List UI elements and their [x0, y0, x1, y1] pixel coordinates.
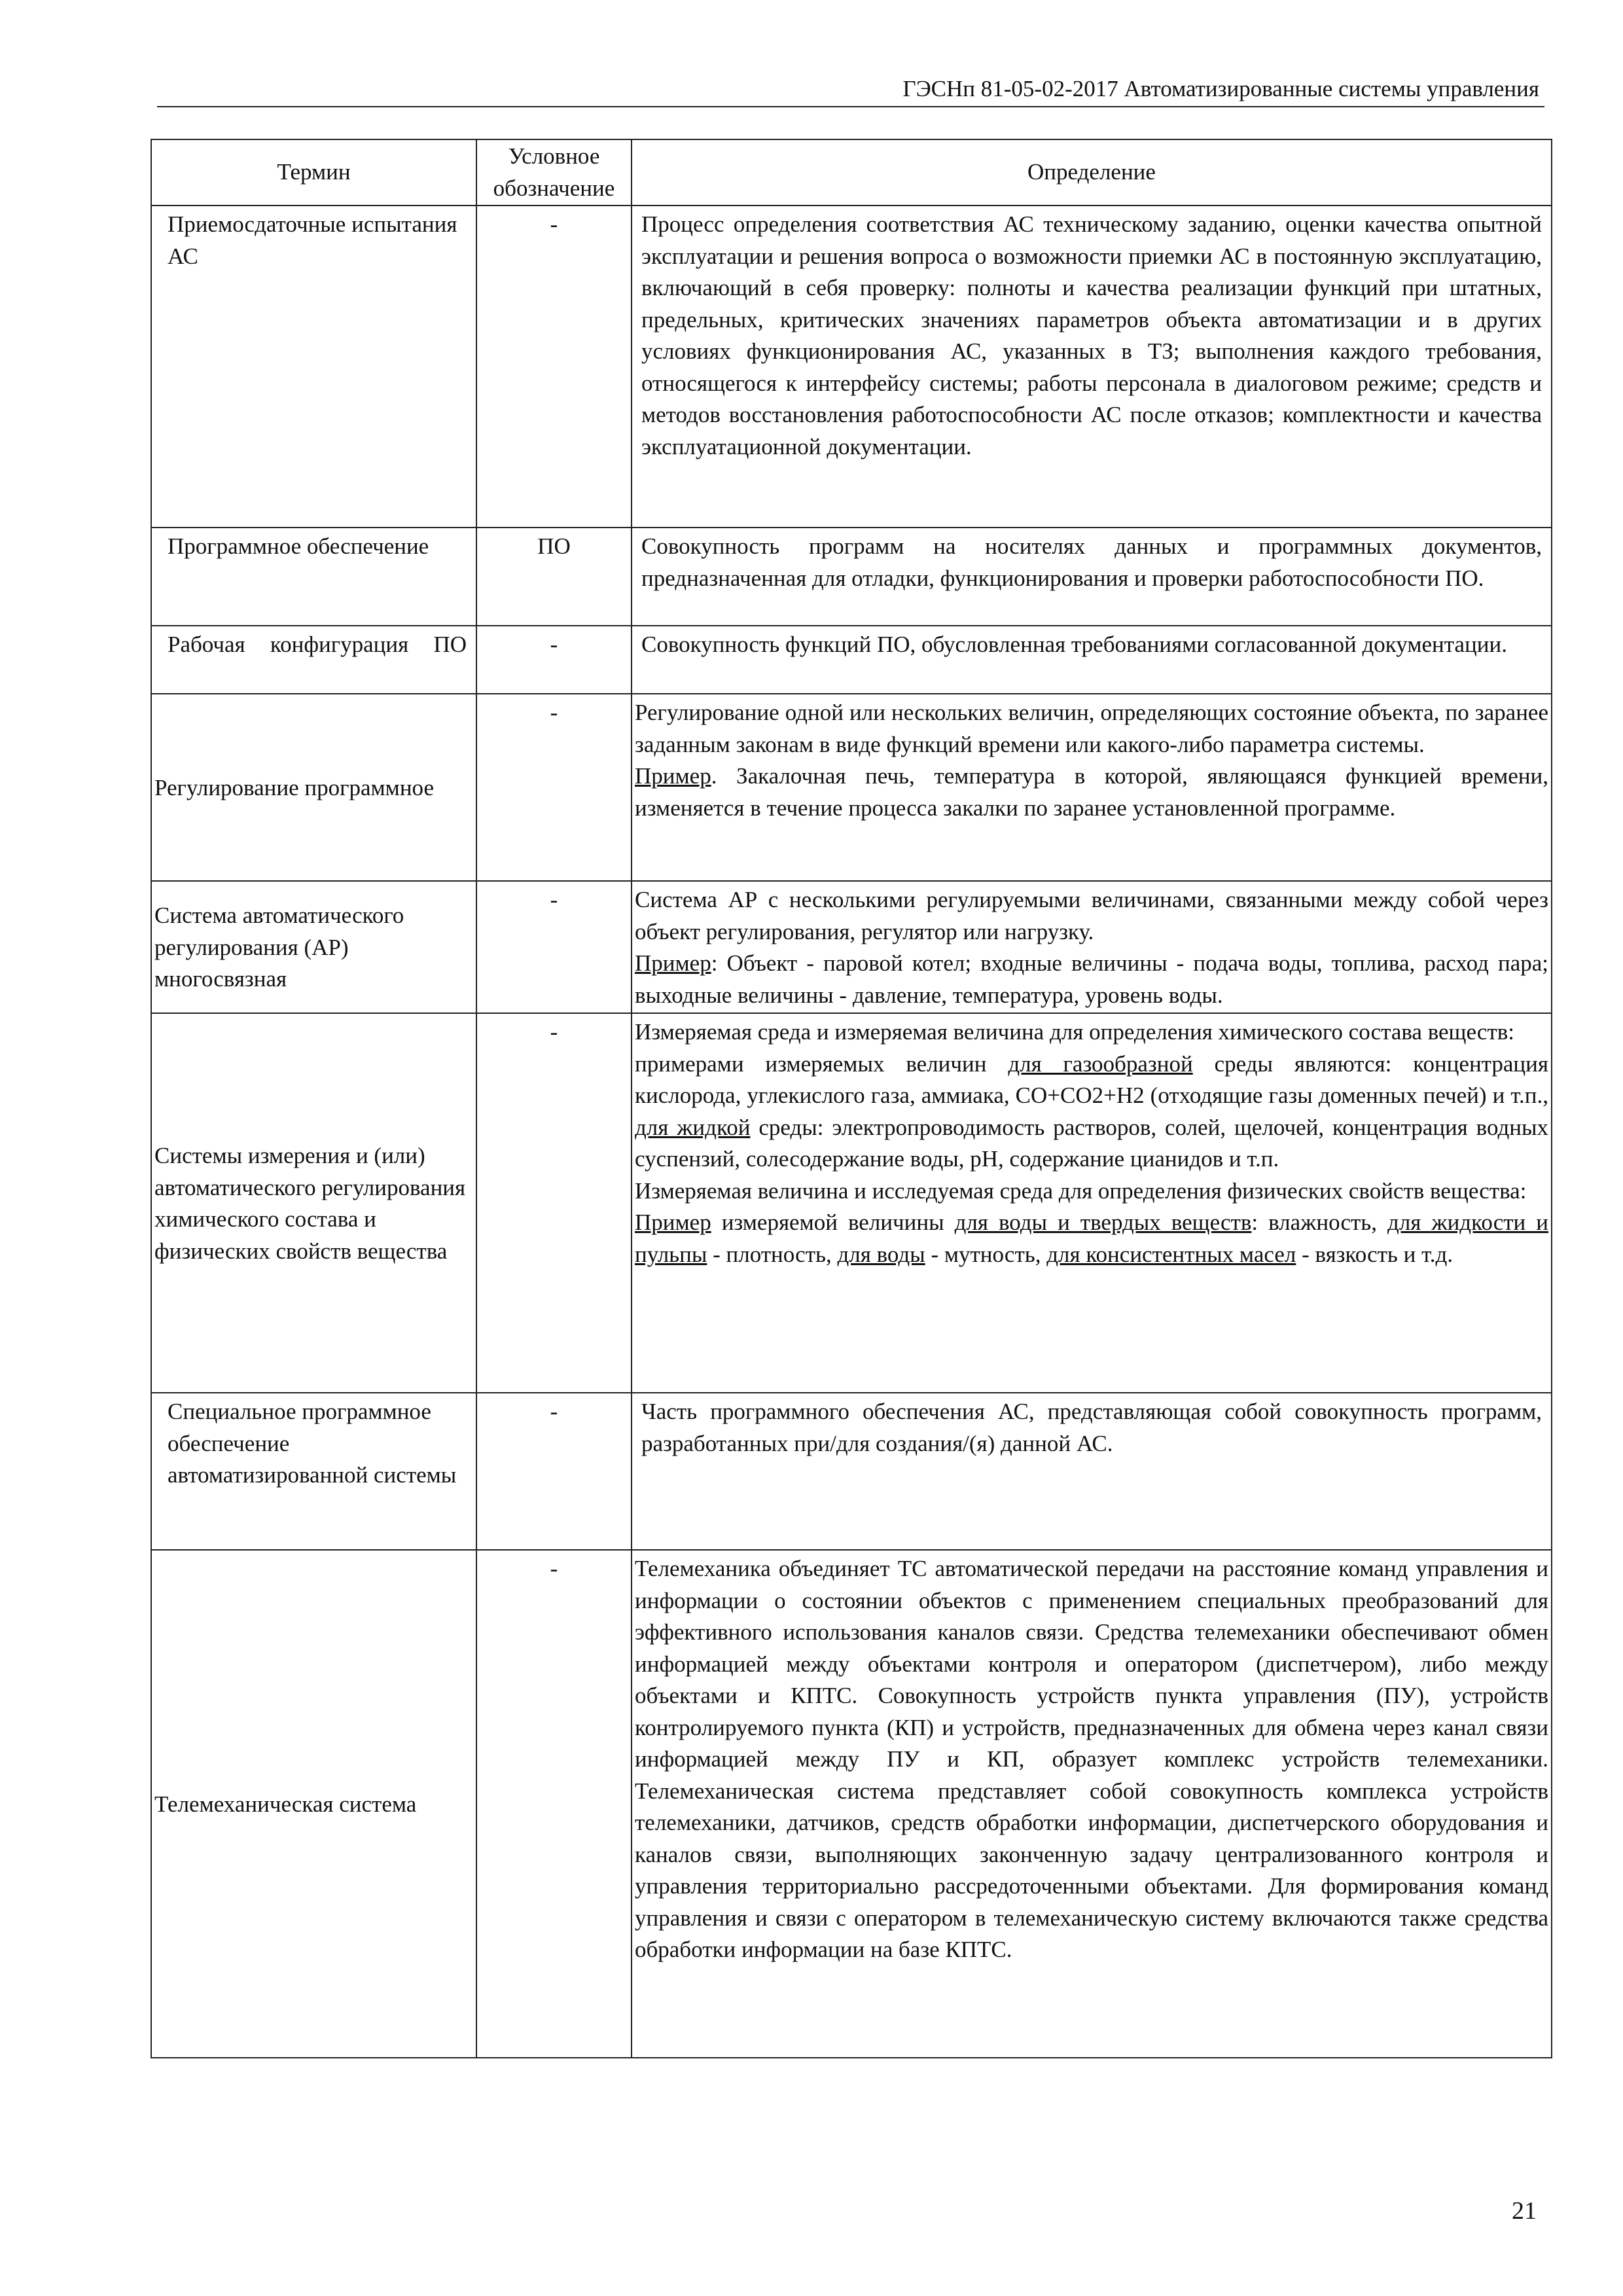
physical-examples: [635, 1207, 1548, 1270]
text-run: измеряемой величины: [711, 1210, 955, 1235]
table-row: [151, 881, 1552, 1013]
underlined-run: для воды и твердых веществ: [954, 1210, 1252, 1235]
definition-cell: Часть программного обеспечения АС, представляющая собой совокупность программ, разработанных при/для создания/(я) данной АС.: [632, 1393, 1552, 1550]
text-run: среды: электропроводимость растворов, солей, щелочей, концентрация водных суспензий, солесодержание воды, pH, содержание цианидов и т.п.: [635, 1114, 1548, 1172]
chemical-intro: Измеряемая среда и измеряемая величина для определения химического состава веществ:: [635, 1019, 1514, 1045]
underlined-run: Пример: [635, 1210, 711, 1235]
example-text: . Закалочная печь, температура в которой, являющаяся функцией времени, изменяется в течение процесса закалки по заранее установленной программе.: [635, 763, 1548, 821]
header-symbol: [476, 139, 632, 206]
table-row: [151, 528, 1552, 626]
header-definition: Определение: [632, 139, 1552, 206]
symbol-cell: ПО: [476, 528, 632, 626]
text-run: среды являются: концентрация кислорода, углекислого газа, аммиака, СО+СО2+Н2 (отходящие газы доменных печей) и т.п.,: [635, 1050, 1548, 1108]
page-number: 21: [1512, 2197, 1537, 2225]
term-cell: Приемосдаточные испытания АС: [151, 206, 476, 528]
term-cell: Программное обеспечение: [151, 528, 476, 626]
term-cell: Регулирование программное: [151, 694, 476, 881]
term-cell: Рабочая конфигурация ПО: [151, 626, 476, 694]
symbol-cell: -: [476, 1013, 632, 1393]
example-text: : Объект - паровой котел; входные величины - подача воды, топлива, расход пара; выходные величины - давление, температура, уровень воды.: [635, 950, 1548, 1008]
example-label: Пример: [635, 950, 711, 976]
definition-cell: [632, 1013, 1552, 1393]
running-header: [157, 73, 1544, 107]
underlined-run: для жидкости и пульпы: [635, 1210, 1548, 1267]
underlined-run: для газообразной: [1008, 1050, 1193, 1077]
symbol-cell: -: [476, 206, 632, 528]
underlined-run: для жидкой: [635, 1114, 751, 1140]
physical-intro: Измеряемая величина и исследуемая среда для определения физических свойств вещества:: [635, 1177, 1527, 1204]
definition-cell: [632, 881, 1552, 1013]
symbol-cell: -: [476, 694, 632, 881]
table-row: [151, 626, 1552, 694]
term-cell: Система автоматического регулирования (АР) многосвязная: [151, 881, 476, 1013]
underlined-run: для воды: [837, 1241, 925, 1267]
header-title: ГЭСНп 81-05-02-2017 Автоматизированные системы управления: [902, 76, 1539, 101]
term-cell: Телемеханическая система: [151, 1550, 476, 2058]
text-run: : влажность,: [1251, 1210, 1388, 1235]
symbol-cell: -: [476, 1550, 632, 2058]
symbol-cell: -: [476, 881, 632, 1013]
table-header-row: [151, 139, 1552, 206]
example-paragraph: [635, 761, 1548, 824]
definition-cell: Телемеханика объединяет ТС автоматической передачи на расстояние команд управления и информации о состоянии объектов с применением специальных преобразований для эффективного использования каналов связи. Средства телемеханики обеспечивают обмен информацией между объектами контроля и оператором (диспетчером), либо между объектами и КПТС. Совокупность устройств пункта управления (ПУ), устройств контролируемого пункта (КП) и устройств, предназначенных для обмена через канал связи информацией между ПУ и КП, образует комплекс устройств телемеханики. Телемеханическая система представляет собой совокупность комплекса устройств телемеханики, датчиков, средств обработки информации, диспетчерского оборудования и каналов связи, выполняющих законченную задачу централизованного контроля и управления территориально рассредоточенными объектами. Для формирования команд управления и связи с оператором в телемеханическую систему включаются также средства обработки информации на базе КПТС.: [632, 1550, 1552, 2058]
text-run: - плотность,: [707, 1241, 838, 1267]
example-paragraph: [635, 948, 1548, 1011]
text-run: примерами измеряемых величин: [635, 1050, 1008, 1077]
definition-text: Система АР с несколькими регулируемыми величинами, связанными между собой через объект регулирования, регулятор или нагрузку.: [635, 887, 1548, 944]
text-run: - мутность,: [925, 1241, 1047, 1267]
table-row: [151, 694, 1552, 881]
definition-cell: Совокупность программ на носителях данных и программных документов, предназначенная для отладки, функционирования и проверки работоспособности ПО.: [632, 528, 1552, 626]
definition-cell: Процесс определения соответствия АС техническому заданию, оценки качества опытной эксплуатации и решения вопроса о возможности приемки АС в постоянную эксплуатацию, включающий в себя проверку: полноты и качества реализации функций при штатных, предельных, критических значениях параметров объекта автоматизации и в других условиях функционирования АС, указанных в ТЗ; выполнения каждого требования, относящегося к интерфейсу системы; работы персонала в диалоговом режиме; средств и методов восстановления работоспособности АС после отказов; комплектности и качества эксплуатационной документации.: [632, 206, 1552, 528]
underlined-run: для консистентных масел: [1046, 1241, 1296, 1267]
header-symbol-line1: Условное: [508, 143, 600, 169]
table-row: [151, 1550, 1552, 2058]
example-label: Пример: [635, 763, 711, 789]
chemical-examples: [635, 1049, 1548, 1175]
header-term: Термин: [151, 139, 476, 206]
symbol-cell: -: [476, 626, 632, 694]
table-row: [151, 1393, 1552, 1550]
definition-cell: Совокупность функций ПО, обусловленная требованиями согласованной документации.: [632, 626, 1552, 694]
term-cell: Специальное программное обеспечение автоматизированной системы: [151, 1393, 476, 1550]
text-run: - вязкость и т.д.: [1296, 1241, 1454, 1267]
table-row: [151, 1013, 1552, 1393]
term-cell: Системы измерения и (или) автоматического регулирования химического состава и физических свойств вещества: [151, 1013, 476, 1393]
terms-table: [151, 139, 1552, 2058]
definition-text: Регулирование одной или нескольких величин, определяющих состояние объекта, по заранее заданным законам в виде функций времени или какого-либо параметра системы.: [635, 700, 1548, 757]
symbol-cell: -: [476, 1393, 632, 1550]
definition-cell: [632, 694, 1552, 881]
header-symbol-line2: обозначение: [493, 175, 615, 201]
table-row: [151, 206, 1552, 528]
